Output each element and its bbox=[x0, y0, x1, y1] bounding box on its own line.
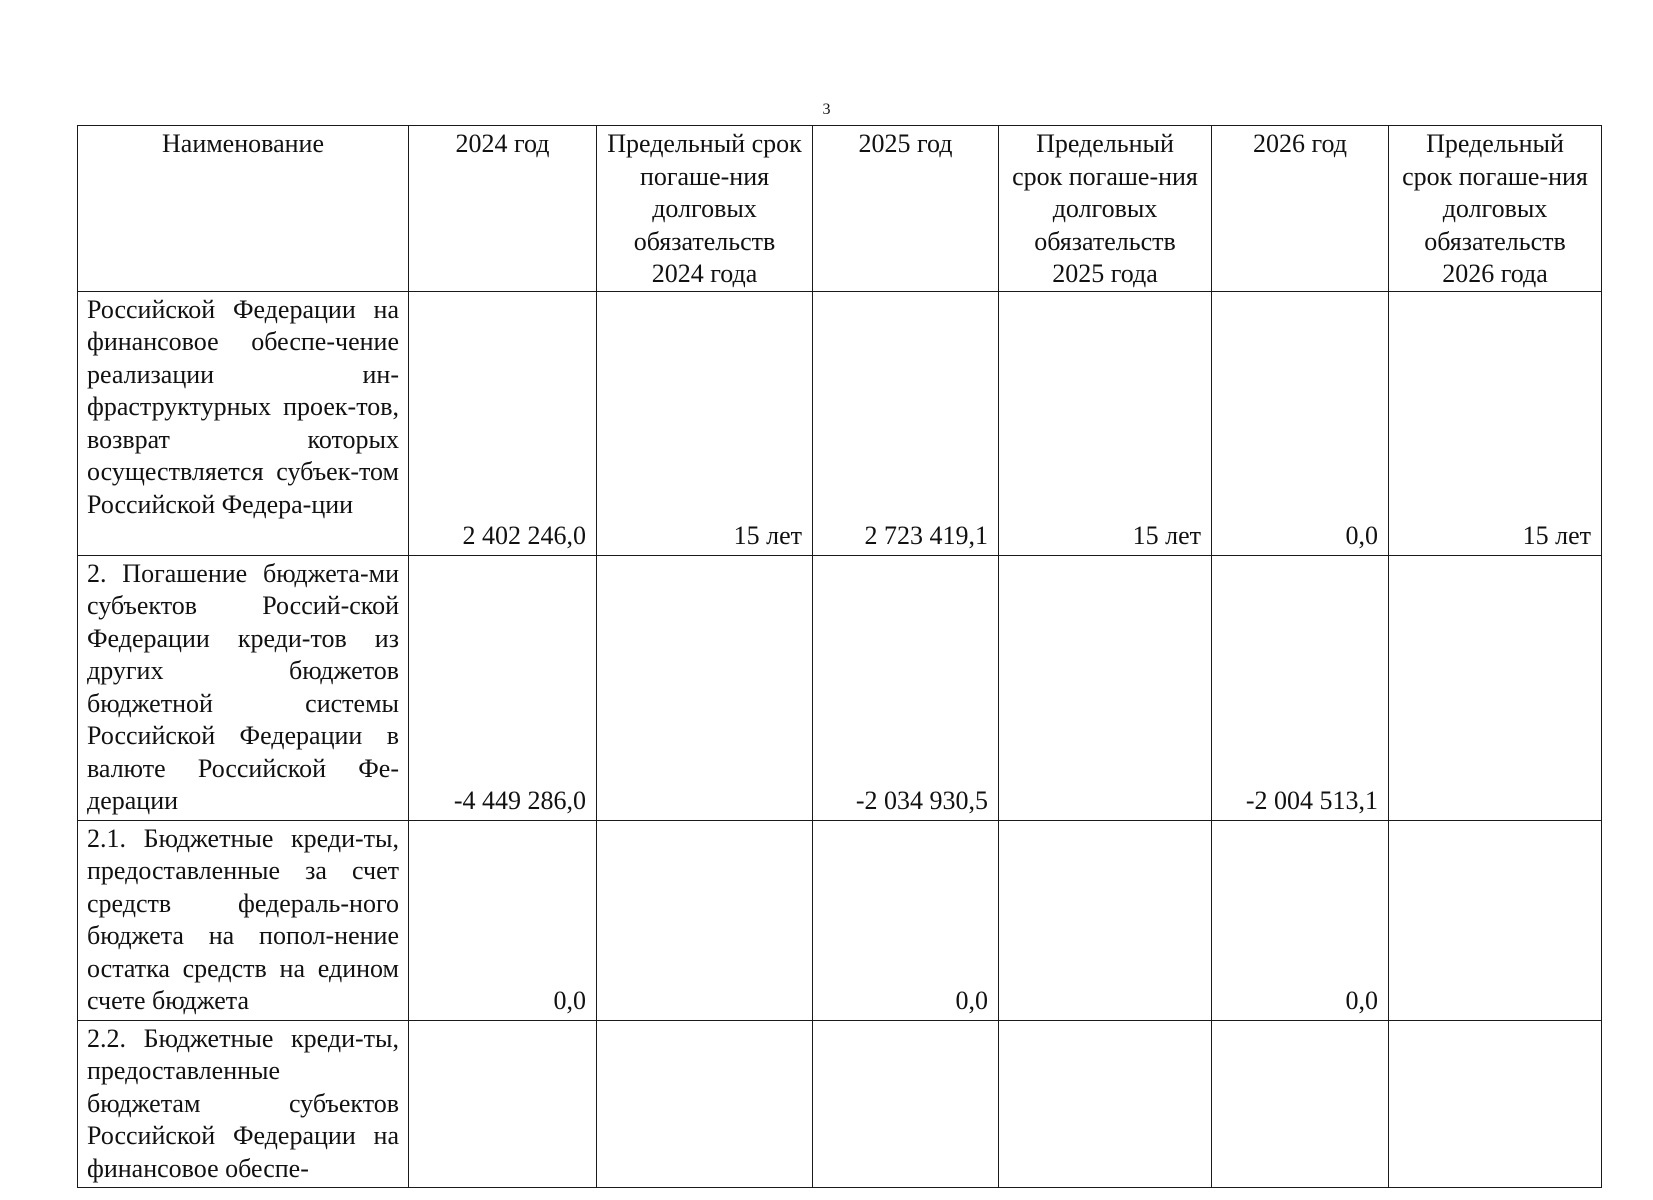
value-2026: 0,0 bbox=[1212, 820, 1389, 1020]
value-2025: 2 723 419,1 bbox=[813, 291, 999, 555]
value-2026: -2 004 513,1 bbox=[1212, 555, 1389, 820]
term-2024: 15 лет bbox=[597, 291, 813, 555]
term-2026 bbox=[1389, 1020, 1602, 1188]
header-2024: 2024 год bbox=[409, 126, 597, 292]
term-2025 bbox=[999, 820, 1212, 1020]
value-2024: -4 449 286,0 bbox=[409, 555, 597, 820]
term-2025 bbox=[999, 555, 1212, 820]
row-name: 2.1. Бюджетные креди-ты, предоставленные за счет средств федераль-ного бюджета на попол-нение остатка средств на едином счете бюджета bbox=[78, 820, 409, 1020]
term-2024 bbox=[597, 1020, 813, 1188]
term-2026: 15 лет bbox=[1389, 291, 1602, 555]
table-row bbox=[78, 555, 1602, 820]
budget-table bbox=[77, 125, 1602, 1188]
row-name: 2. Погашение бюджета-ми субъектов Россий-ской Федерации креди-тов из других бюджетов бюджетной системы Российской Федерации в валюте Российской Фе-дерации bbox=[78, 555, 409, 820]
term-2025: 15 лет bbox=[999, 291, 1212, 555]
value-2025: -2 034 930,5 bbox=[813, 555, 999, 820]
header-term-2025: Предельный срок погаше-ния долговых обязательств 2025 года bbox=[999, 126, 1212, 292]
header-term-2026: Предельный срок погаше-ния долговых обязательств 2026 года bbox=[1389, 126, 1602, 292]
term-2026 bbox=[1389, 555, 1602, 820]
table-row bbox=[78, 291, 1602, 555]
header-2025: 2025 год bbox=[813, 126, 999, 292]
header-term-2024: Предельный срок погаше-ния долговых обязательств 2024 года bbox=[597, 126, 813, 292]
row-name: Российской Федерации на финансовое обеспе-чение реализации ин-фраструктурных проек-тов, возврат которых осуществляется субъек-том Российской Федера-ции bbox=[78, 291, 409, 555]
value-2025: 0,0 bbox=[813, 820, 999, 1020]
table-header-row bbox=[78, 126, 1602, 292]
page-number: 3 bbox=[822, 101, 831, 118]
header-2026: 2026 год bbox=[1212, 126, 1389, 292]
term-2024 bbox=[597, 820, 813, 1020]
value-2024: 2 402 246,0 bbox=[409, 291, 597, 555]
header-name: Наименование bbox=[78, 126, 409, 292]
value-2026 bbox=[1212, 1020, 1389, 1188]
row-name: 2.2. Бюджетные креди-ты, предоставленные бюджетам субъектов Российской Федерации на финансовое обеспе- bbox=[78, 1020, 409, 1188]
term-2026 bbox=[1389, 820, 1602, 1020]
value-2026: 0,0 bbox=[1212, 291, 1389, 555]
table-row bbox=[78, 820, 1602, 1020]
value-2024: 0,0 bbox=[409, 820, 597, 1020]
value-2025 bbox=[813, 1020, 999, 1188]
table-row bbox=[78, 1020, 1602, 1188]
value-2024 bbox=[409, 1020, 597, 1188]
term-2024 bbox=[597, 555, 813, 820]
term-2025 bbox=[999, 1020, 1212, 1188]
